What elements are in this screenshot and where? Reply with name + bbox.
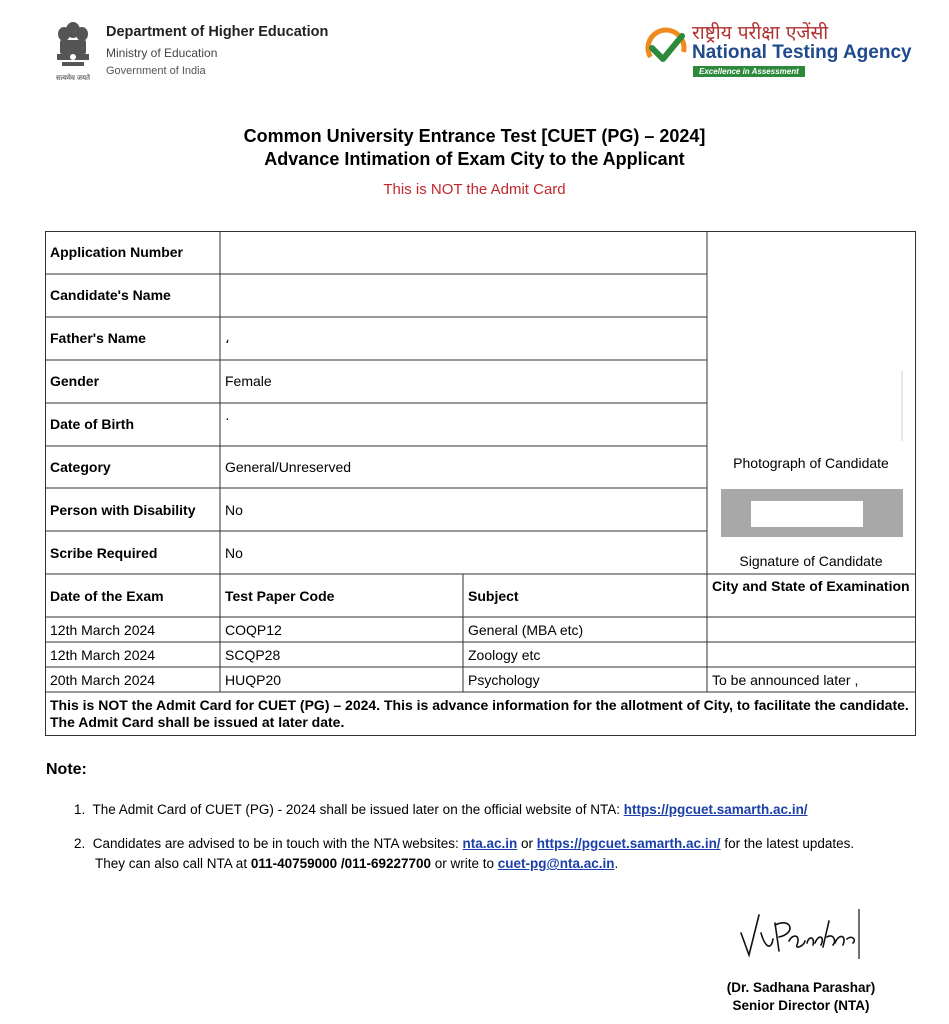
ministry-name: Ministry of Education [106,46,218,60]
note-1 [74,800,914,820]
dob-label: Date of Birth [50,416,134,432]
scribe-label: Scribe Required [50,545,158,561]
photo-label: Photograph of Candidate [733,455,889,471]
note-2-text-d: They can also call NTA at [95,856,251,871]
government-name: Government of India [106,65,206,77]
category-value: General/Unreserved [225,459,352,475]
exam-row-2-subject: Zoology etc [468,647,541,663]
application-number-label: Application Number [50,244,184,260]
father-name-value: ، [225,330,230,346]
exam-row-3-city: To be announced later , [712,672,859,688]
table-footer-note: This is NOT the Admit Card for CUET (PG) – 2024. This is advance information for the allotment of City, to facilitate the candidate. The Admit Card shall be issued at later date. [50,697,909,730]
exam-row-3-subject: Psychology [468,672,540,688]
not-admit-card-warning: This is NOT the Admit Card [383,181,566,198]
category-label: Category [50,459,111,475]
nta-tagline: Excellence in Assessment [693,66,805,77]
document-title: Common University Entrance Test [CUET (PG) – 2024] [243,126,706,146]
note-2-text-e: or write to [431,856,498,871]
scribe-value: No [225,545,243,561]
note-2-text-f: . [614,856,619,871]
samarth-link-2[interactable]: https://pgcuet.samarth.ac.in/ [536,836,721,851]
note-2-text-a: Candidates are advised to be in touch with the NTA websites: [92,836,463,851]
note-2-number: 2. [74,836,86,851]
pwd-value: No [225,502,243,518]
note-2-text-c: for the latest updates. [720,836,855,851]
signature-label: Signature of Candidate [739,553,883,569]
exam-date-header: Date of the Exam [50,588,164,604]
samarth-link[interactable]: https://pgcuet.samarth.ac.in/ [623,802,808,817]
exam-row-1-subject: General (MBA etc) [468,622,584,638]
dob-value: · [225,410,230,426]
signatory-name: (Dr. Sadhana Parashar) [726,980,876,995]
nta-website-link[interactable]: nta.ac.in [462,836,518,851]
emblem-motto: सत्यमेव जयते [55,75,91,82]
exam-row-1-code: COQP12 [225,622,282,638]
exam-row-2-date: 12th March 2024 [50,647,156,663]
nta-phone-numbers: 011-40759000 /011-69227700 [250,856,432,871]
paper-code-header: Test Paper Code [225,588,335,604]
nta-logo-icon [644,26,688,70]
city-header: City and State of Examination [712,578,910,594]
note-1-text: The Admit Card of CUET (PG) - 2024 shall be issued later on the official website of NTA: [92,802,624,817]
note-2 [74,834,914,874]
national-emblem-icon [48,18,98,82]
gender-label: Gender [50,373,100,389]
department-title: Department of Higher Education [106,24,329,40]
nta-name: National Testing Agency [692,42,912,63]
nta-hindi-name: राष्ट्रीय परीक्षा एजेंसी [692,22,829,44]
candidate-name-label: Candidate's Name [50,287,171,303]
exam-row-3-date: 20th March 2024 [50,672,156,688]
exam-row-3-code: HUQP20 [225,672,282,688]
document-subtitle: Advance Intimation of Exam City to the Applicant [264,149,685,169]
signatory-role: Senior Director (NTA) [732,998,870,1013]
notes-heading: Note: [46,761,87,778]
pwd-label: Person with Disability [50,502,196,518]
director-signature [735,903,865,963]
exam-row-1-date: 12th March 2024 [50,622,156,638]
nta-email-link[interactable]: cuet-pg@nta.ac.in [497,856,615,871]
father-name-label: Father's Name [50,330,146,346]
subject-header: Subject [468,588,519,604]
exam-row-2-code: SCQP28 [225,647,281,663]
note-2-text-b: or [517,836,537,851]
gender-value: Female [225,373,272,389]
note-1-number: 1. [74,802,86,817]
